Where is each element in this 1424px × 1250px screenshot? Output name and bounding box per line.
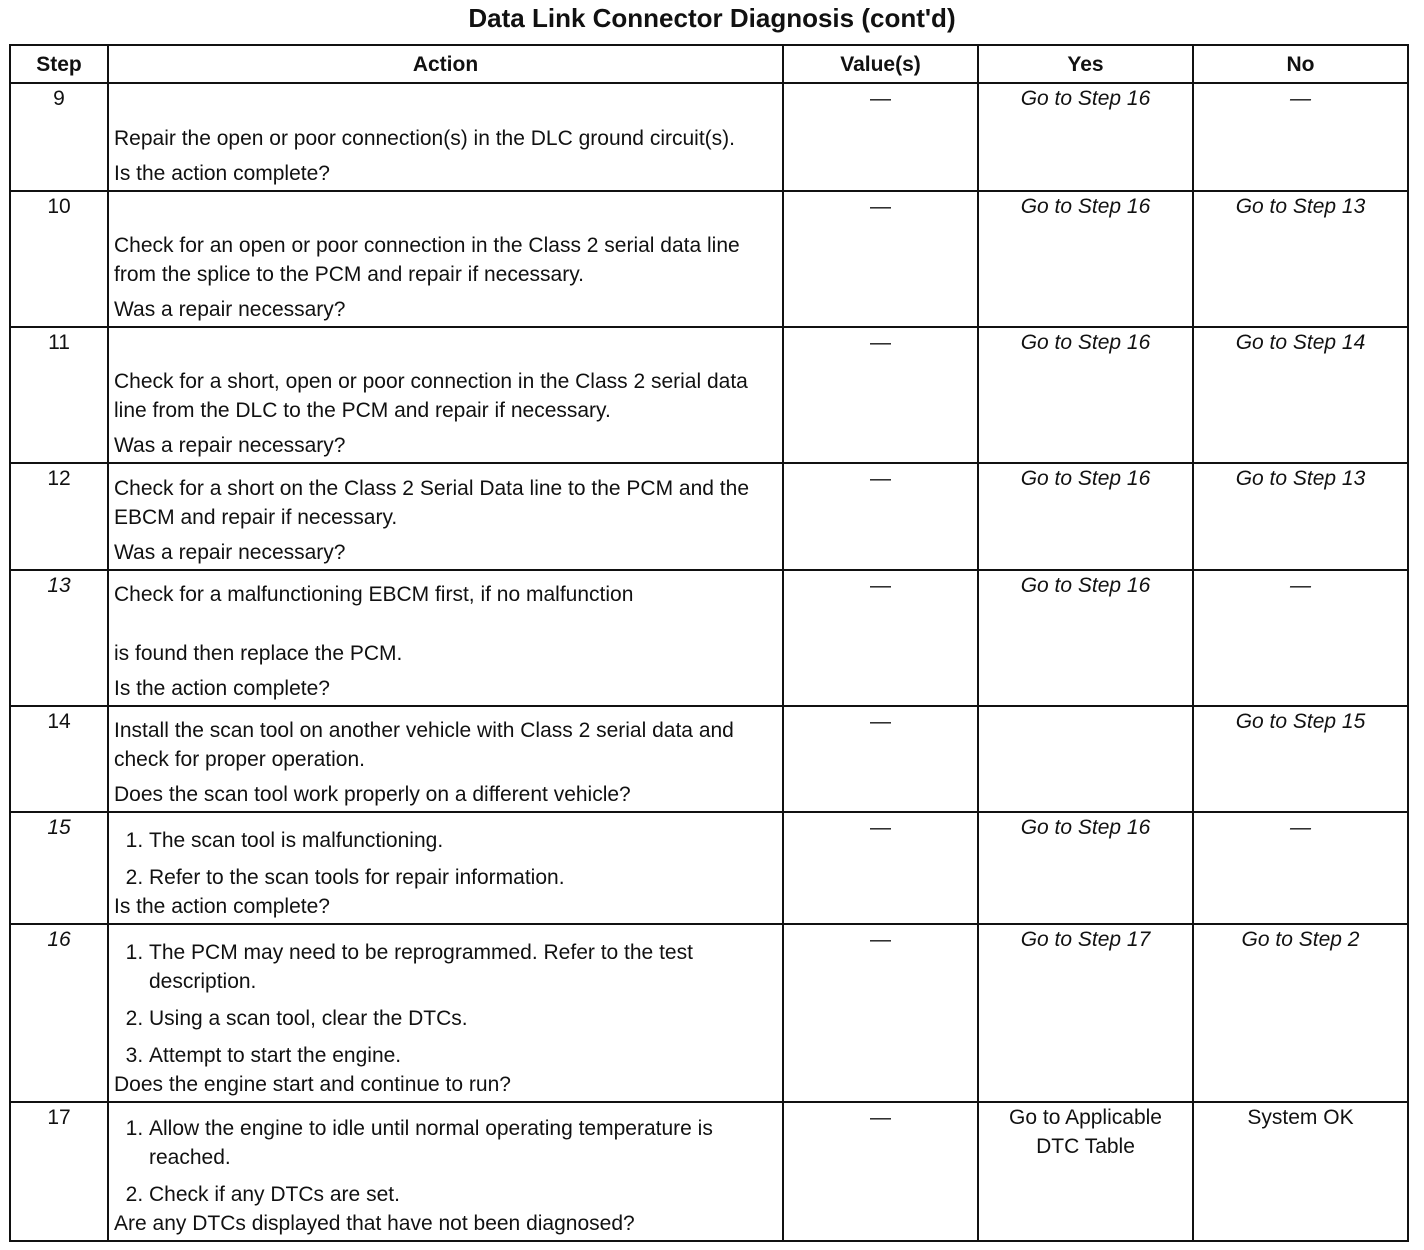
action-text: Install the scan tool on another vehicle with Class 2 serial data and check for proper operation. [114,719,734,771]
value-cell: — [783,812,978,924]
no-cell: — [1193,83,1408,191]
value-cell: — [783,706,978,812]
action-text: Check for a short, open or poor connection in the Class 2 serial data line from the DLC to the PCM and repair if necessary. [114,370,748,422]
list-item: 3. Attempt to start the engine. [149,1041,776,1070]
step-number: 12 [10,463,108,570]
table-row [10,191,1408,327]
list-item: 1. The scan tool is malfunctioning. [149,826,776,855]
action-text: Check for a malfunctioning EBCM first, if no malfunction [114,583,634,606]
yes-line: Go to Applicable [1009,1106,1162,1129]
step-number: 17 [10,1102,108,1241]
step-number: 10 [10,191,108,327]
yes-cell: Go to Step 16 [978,327,1193,463]
action-question: Was a repair necessary? [114,541,346,564]
action-question: Was a repair necessary? [114,434,346,457]
action-text: Check for an open or poor connection in the Class 2 serial data line from the splice to the PCM and repair if necessary. [114,234,740,286]
no-cell: — [1193,812,1408,924]
diagnosis-table [9,44,1409,1242]
yes-line: DTC Table [1036,1135,1135,1158]
yes-cell: Go to Step 16 [978,463,1193,570]
no-cell: Go to Step 13 [1193,463,1408,570]
header-action: Action [108,45,783,83]
action-cell [108,463,783,570]
action-text: Repair the open or poor connection(s) in the DLC ground circuit(s). [114,127,735,150]
action-question: Is the action complete? [114,677,330,700]
step-number: 15 [10,812,108,924]
action-text-continued: is found then replace the PCM. [114,642,403,665]
action-cell [108,1102,783,1241]
no-cell: System OK [1193,1102,1408,1241]
list-item: 1. Allow the engine to idle until normal operating temperature is reached. [149,1114,776,1172]
value-cell: — [783,191,978,327]
no-cell: — [1193,570,1408,706]
action-question: Does the engine start and continue to run? [114,1073,511,1096]
yes-cell: Go to Step 17 [978,924,1193,1102]
value-cell: — [783,327,978,463]
table-row [10,327,1408,463]
yes-cell: Go to Step 16 [978,570,1193,706]
list-item: 2. Check if any DTCs are set. [149,1180,776,1209]
header-no: No [1193,45,1408,83]
yes-cell [978,706,1193,812]
header-step: Step [10,45,108,83]
step-number: 14 [10,706,108,812]
table-row [10,570,1408,706]
header-values: Value(s) [783,45,978,83]
list-item: 2. Refer to the scan tools for repair information. [149,863,776,892]
no-cell: Go to Step 2 [1193,924,1408,1102]
table-header-row [10,45,1408,83]
action-cell [108,83,783,191]
action-cell [108,924,783,1102]
action-steps-list [114,1114,776,1209]
value-cell: — [783,83,978,191]
action-cell [108,327,783,463]
yes-cell: Go to Step 16 [978,83,1193,191]
step-number: 13 [10,570,108,706]
step-number: 9 [10,83,108,191]
action-steps-list [114,938,776,1070]
table-row [10,924,1408,1102]
step-number: 16 [10,924,108,1102]
action-question: Is the action complete? [114,895,330,918]
yes-cell: Go to Step 16 [978,191,1193,327]
table-row [10,83,1408,191]
yes-cell [978,1102,1193,1241]
value-cell: — [783,1102,978,1241]
action-question: Was a repair necessary? [114,298,346,321]
value-cell: — [783,924,978,1102]
action-cell [108,570,783,706]
list-item: 2. Using a scan tool, clear the DTCs. [149,1004,776,1033]
action-cell [108,191,783,327]
table-row [10,1102,1408,1241]
list-item: 1. The PCM may need to be reprogrammed. Refer to the test description. [149,938,776,996]
yes-cell: Go to Step 16 [978,812,1193,924]
action-question: Does the scan tool work properly on a different vehicle? [114,783,631,806]
value-cell: — [783,570,978,706]
action-cell [108,812,783,924]
action-steps-list [114,826,776,892]
step-number: 11 [10,327,108,463]
action-question: Is the action complete? [114,162,330,185]
action-question: Are any DTCs displayed that have not been diagnosed? [114,1212,635,1235]
value-cell: — [783,463,978,570]
table-row [10,812,1408,924]
table-row [10,463,1408,570]
page-title: Data Link Connector Diagnosis (cont'd) [468,3,956,33]
header-yes: Yes [978,45,1193,83]
action-cell [108,706,783,812]
table-row [10,706,1408,812]
no-cell: Go to Step 14 [1193,327,1408,463]
no-cell: Go to Step 13 [1193,191,1408,327]
action-text: Check for a short on the Class 2 Serial Data line to the PCM and the EBCM and repair if necessary. [114,477,749,529]
no-cell: Go to Step 15 [1193,706,1408,812]
